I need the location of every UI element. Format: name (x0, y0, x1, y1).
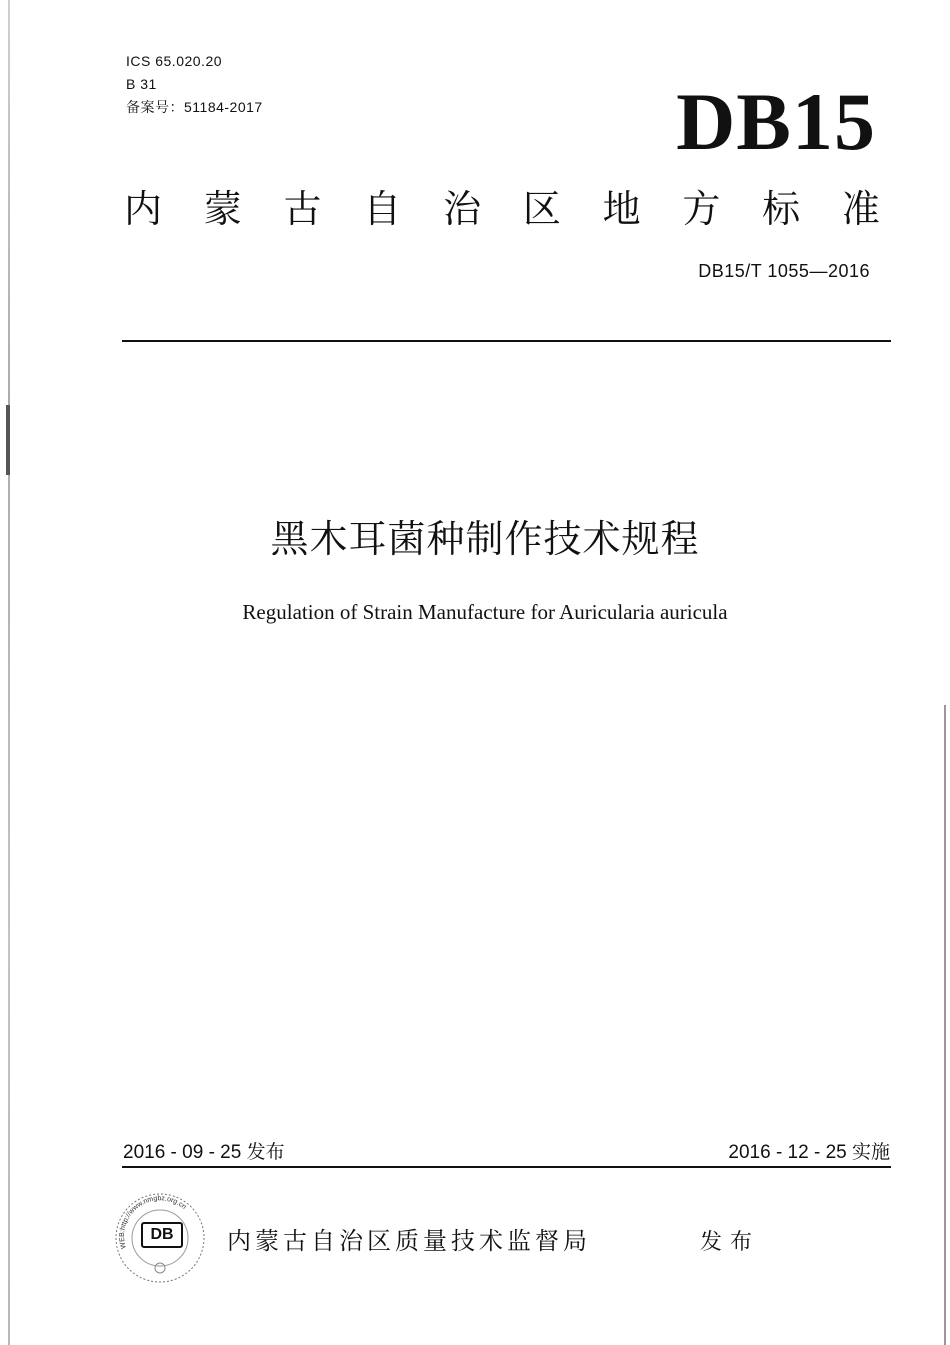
standard-type-char: 自 (363, 189, 402, 231)
standard-type-char: 标 (762, 189, 801, 231)
standard-type-char: 内 (124, 189, 163, 231)
top-divider (122, 340, 891, 342)
document-title-english: Regulation of Strain Manufacture for Auricularia auricula (242, 600, 728, 624)
standards-seal (112, 1190, 208, 1286)
standard-type-char: 地 (602, 189, 641, 231)
ccs-code: B 31 (126, 76, 157, 92)
bottom-divider (122, 1166, 891, 1168)
standard-type-char: 准 (841, 189, 880, 231)
publisher-name: 内蒙古自治区质量技术监督局 (227, 1228, 591, 1255)
issue-date: 2016 - 09 - 25 发布 (123, 1142, 285, 1163)
scan-mark-left (6, 405, 10, 475)
standard-type-char: 区 (522, 189, 561, 231)
standard-type-char: 治 (443, 189, 482, 231)
filing-number: 备案号：51184-2017 (126, 99, 263, 115)
standard-type-char: 方 (682, 189, 721, 231)
scan-edge-left (8, 0, 10, 1345)
effective-date: 2016 - 12 - 25 实施 (728, 1142, 890, 1163)
seal-ring-text: WEB:http://www.nmgbz.org.cn (118, 1195, 188, 1250)
ics-code: ICS 65.020.20 (126, 53, 223, 69)
standard-number: DB15/T 1055—2016 (698, 261, 870, 281)
seal-code: DB (141, 1222, 183, 1248)
standard-type-char: 蒙 (203, 189, 242, 231)
standard-type-char: 古 (283, 189, 322, 231)
standard-type-title (124, 186, 880, 234)
publish-label: 发布 (700, 1229, 761, 1254)
scan-edge-right (944, 705, 946, 1345)
db15-logo: DB15 (676, 76, 876, 167)
document-title-chinese: 黑木耳菌种制作技术规程 (270, 519, 700, 561)
classification-block (126, 50, 263, 119)
